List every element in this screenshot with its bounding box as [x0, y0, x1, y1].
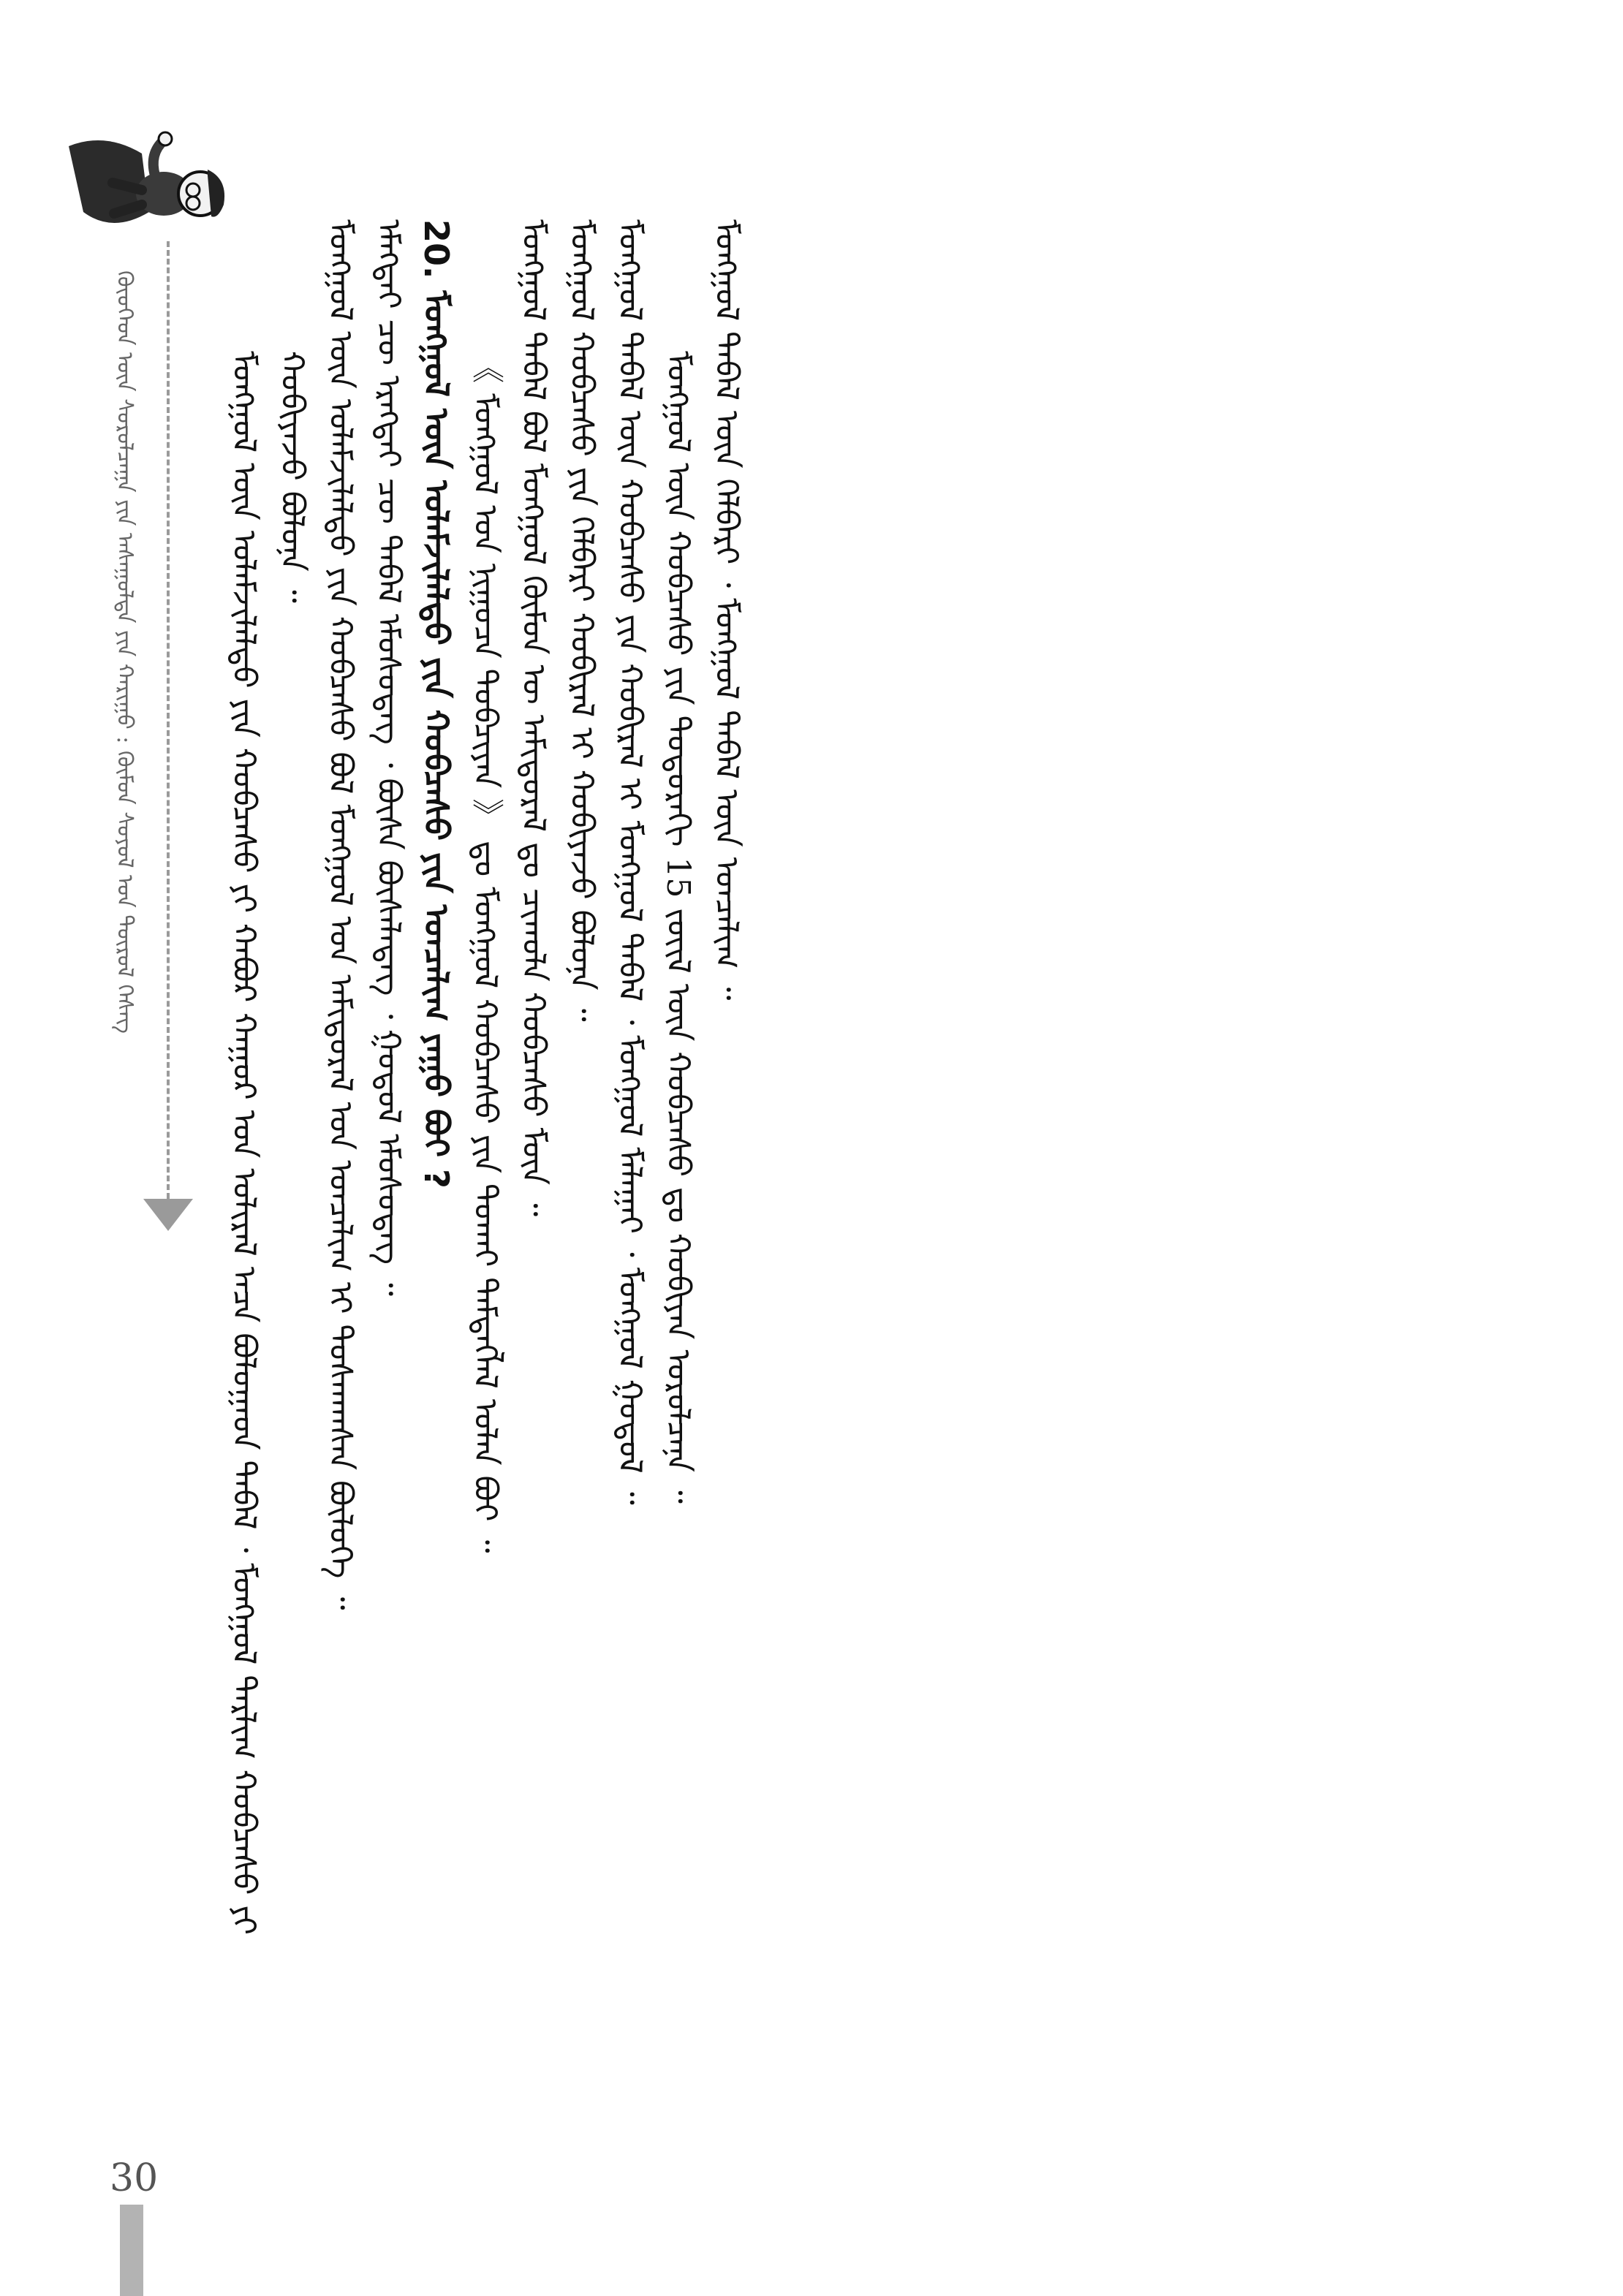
paragraph: ᠮᠣᠩᠭᠣᠯ ᠦᠨ ᠤᠯᠠᠮᠵᠢᠯᠠᠯᠲᠤ ᠶᠢᠨ ᠬᠤᠪᠴᠠᠰᠤ ᠪᠣᠯ ᠮᠣᠩᠭᠣᠯ ᠤᠨ ᠠᠮᠢᠳᠤᠷᠠᠯ ᠤᠨ ᠣᠨᠴᠠᠯᠢᠭ ᠢ ᠲᠤᠰᠬᠠᠭᠰᠠᠨ ᠪᠦᠯᠦᠭᠡ ᠃: [322, 219, 359, 1610]
paragraph: 《 ᠮᠣᠩᠭᠣᠯ ᠤᠨ ᠨᠢᠭᠤᠴᠠ ᠲᠣᠪᠴᠢᠶᠠᠨ 》 ᠳᠤ ᠮᠣᠩᠭᠣᠯ ᠬᠤᠪᠴᠠᠰᠤ ᠶᠢᠨ ᠲᠤᠬᠠᠢ ᠲᠡᠮᠳᠡᠭᠯᠡᠯ ᠣᠯᠠᠨ ᠪᠤᠢ ᠃: [466, 351, 504, 1553]
page-edge-bar: [120, 2205, 143, 2296]
header-dashed-line: [167, 241, 170, 1199]
mascot-illustration: [61, 124, 230, 256]
body-text: [219, 219, 1477, 1974]
header-arrow-icon: [143, 1199, 193, 1231]
paragraph: ᠮᠣᠩᠭᠣᠯ ᠳᠡᠪᠡᠯ ᠪᠣᠯ ᠮᠣᠩᠭᠣᠯ ᠬᠦᠮᠦᠨ ᠦ ᠠᠮᠢᠳᠤᠷᠠᠯ ᠳᠤ ᠴᠢᠬᠤᠯᠠ ᠬᠤᠪᠴᠠᠰᠤ ᠮᠥᠨ ᠃: [515, 219, 552, 1217]
page-number: 30: [110, 2156, 159, 2200]
paragraph: ᠮᠣᠩᠭᠣᠯ ᠦᠨ ᠤᠯᠠᠮᠵᠢᠯᠠᠯᠲᠤ ᠶᠢᠨ ᠬᠤᠪᠴᠠᠰᠤ ᠶᠢ ᠬᠠᠪᠤᠷ ᠬᠠᠭᠤᠷ ᠤᠨ ᠤᠯᠢᠷᠠᠯ ᠠᠴᠠ ᠪᠤᠯᠤᠭᠠᠳ ᠳᠡᠪᠡᠯ ᠂ ᠮᠣᠩᠭᠣᠯ ᠲᠠᠷᠯᠢᠭ ᠬᠤᠪᠴᠠᠰᠤ ᠶᠢ ᠬᠤᠪᠢᠶᠠᠵᠤ ᠪᠣᠯᠤᠨᠠ ᠃: [225, 351, 311, 1935]
paragraph: ᠮᠣᠩᠭᠣᠯ ᠳᠡᠪᠡᠯ ᠦᠨ ᠬᠤᠪᠴᠠᠰᠤ ᠶᠢᠨ ᠬᠤᠪᠢᠷᠠᠯ ᠢ ᠮᠣᠩᠭᠣᠯ ᠳᠡᠪᠡᠯ ᠂ ᠮᠣᠩᠭᠣᠯ ᠮᠠᠯᠠᠭᠠᠢ ᠂ ᠮᠣᠩᠭᠣᠯ ᠭᠤᠲᠤᠯ ᠃: [611, 219, 648, 1505]
paragraph: ᠮᠣᠩᠭᠣᠯ ᠦᠨ ᠬᠤᠪᠴᠠᠰᠤ ᠶᠢᠨ ᠳᠣᠲᠣᠷᠠᠬᠢ 15 ᠵᠦᠢᠯ ᠦᠨ ᠬᠤᠪᠴᠠᠰᠤ ᠳᠤ ᠬᠤᠪᠢᠶᠠᠨ ᠣᠷᠤᠯᠴᠠᠨᠠ ᠃: [659, 351, 697, 1504]
running-header: ᠬᠦᠦᠬᠡᠳ ᠦᠨ ᠰᠤᠷᠤᠯᠴᠠᠭᠠ ᠶᠢᠨ ᠠᠰᠠᠭᠤᠯᠲᠠ ᠶᠢᠨ ᠬᠠᠷᠢᠭᠤ : ᠬᠦᠮᠦᠨ ᠰᠤᠶᠤᠯ ᠤᠨ ᠲᠦᠷᠦᠯ ᠬᠡᠰᠡᠭ: [112, 270, 137, 1034]
paragraph: ᠮᠣᠩᠭᠣᠯ ᠳᠡᠪᠡᠯ ᠦᠨ ᠬᠡᠯᠪᠡᠷᠢ ᠂ ᠮᠣᠩᠭᠣᠯ ᠳᠡᠪᠡᠯ ᠦᠨ ᠣᠨᠴᠠᠯᠢᠭ ᠃: [708, 219, 745, 1001]
paragraph: ᠡᠮᠡᠭᠲᠡᠢ ᠴᠦ ᠡᠷᠡᠭᠲᠡᠢ ᠴᠦ ᠳᠡᠪᠡᠯ ᠡᠮᠦᠰᠦᠳᠡᠭ ᠂ ᠪᠦᠰᠡ ᠪᠦᠰᠡᠯᠡᠳᠡᠭ ᠂ ᠭᠤᠲᠤᠯ ᠡᠮᠦᠰᠦᠳᠡᠭ ᠃: [370, 219, 407, 1297]
question-heading: 20. ᠮᠣᠩᠭᠣᠯ ᠦᠨ ᠤᠯᠠᠮᠵᠢᠯᠠᠯᠲᠤ ᠶᠢᠨ ᠬᠤᠪᠴᠠᠰᠤ ᠶᠢᠨ ᠣᠨᠴᠠᠯᠢᠭ ᠶᠠᠭᠤ ᠪᠤᠢ ?: [417, 219, 456, 1189]
paragraph: ᠮᠣᠩᠭᠣᠯ ᠬᠤᠪᠴᠠᠰᠤ ᠶᠢᠨ ᠬᠡᠯᠪᠡᠷᠢ ᠬᠤᠪᠢᠷᠠᠯ ᠢ ᠬᠤᠪᠢᠶᠠᠵᠤ ᠪᠣᠯᠤᠨᠠ ᠃: [563, 219, 600, 1022]
